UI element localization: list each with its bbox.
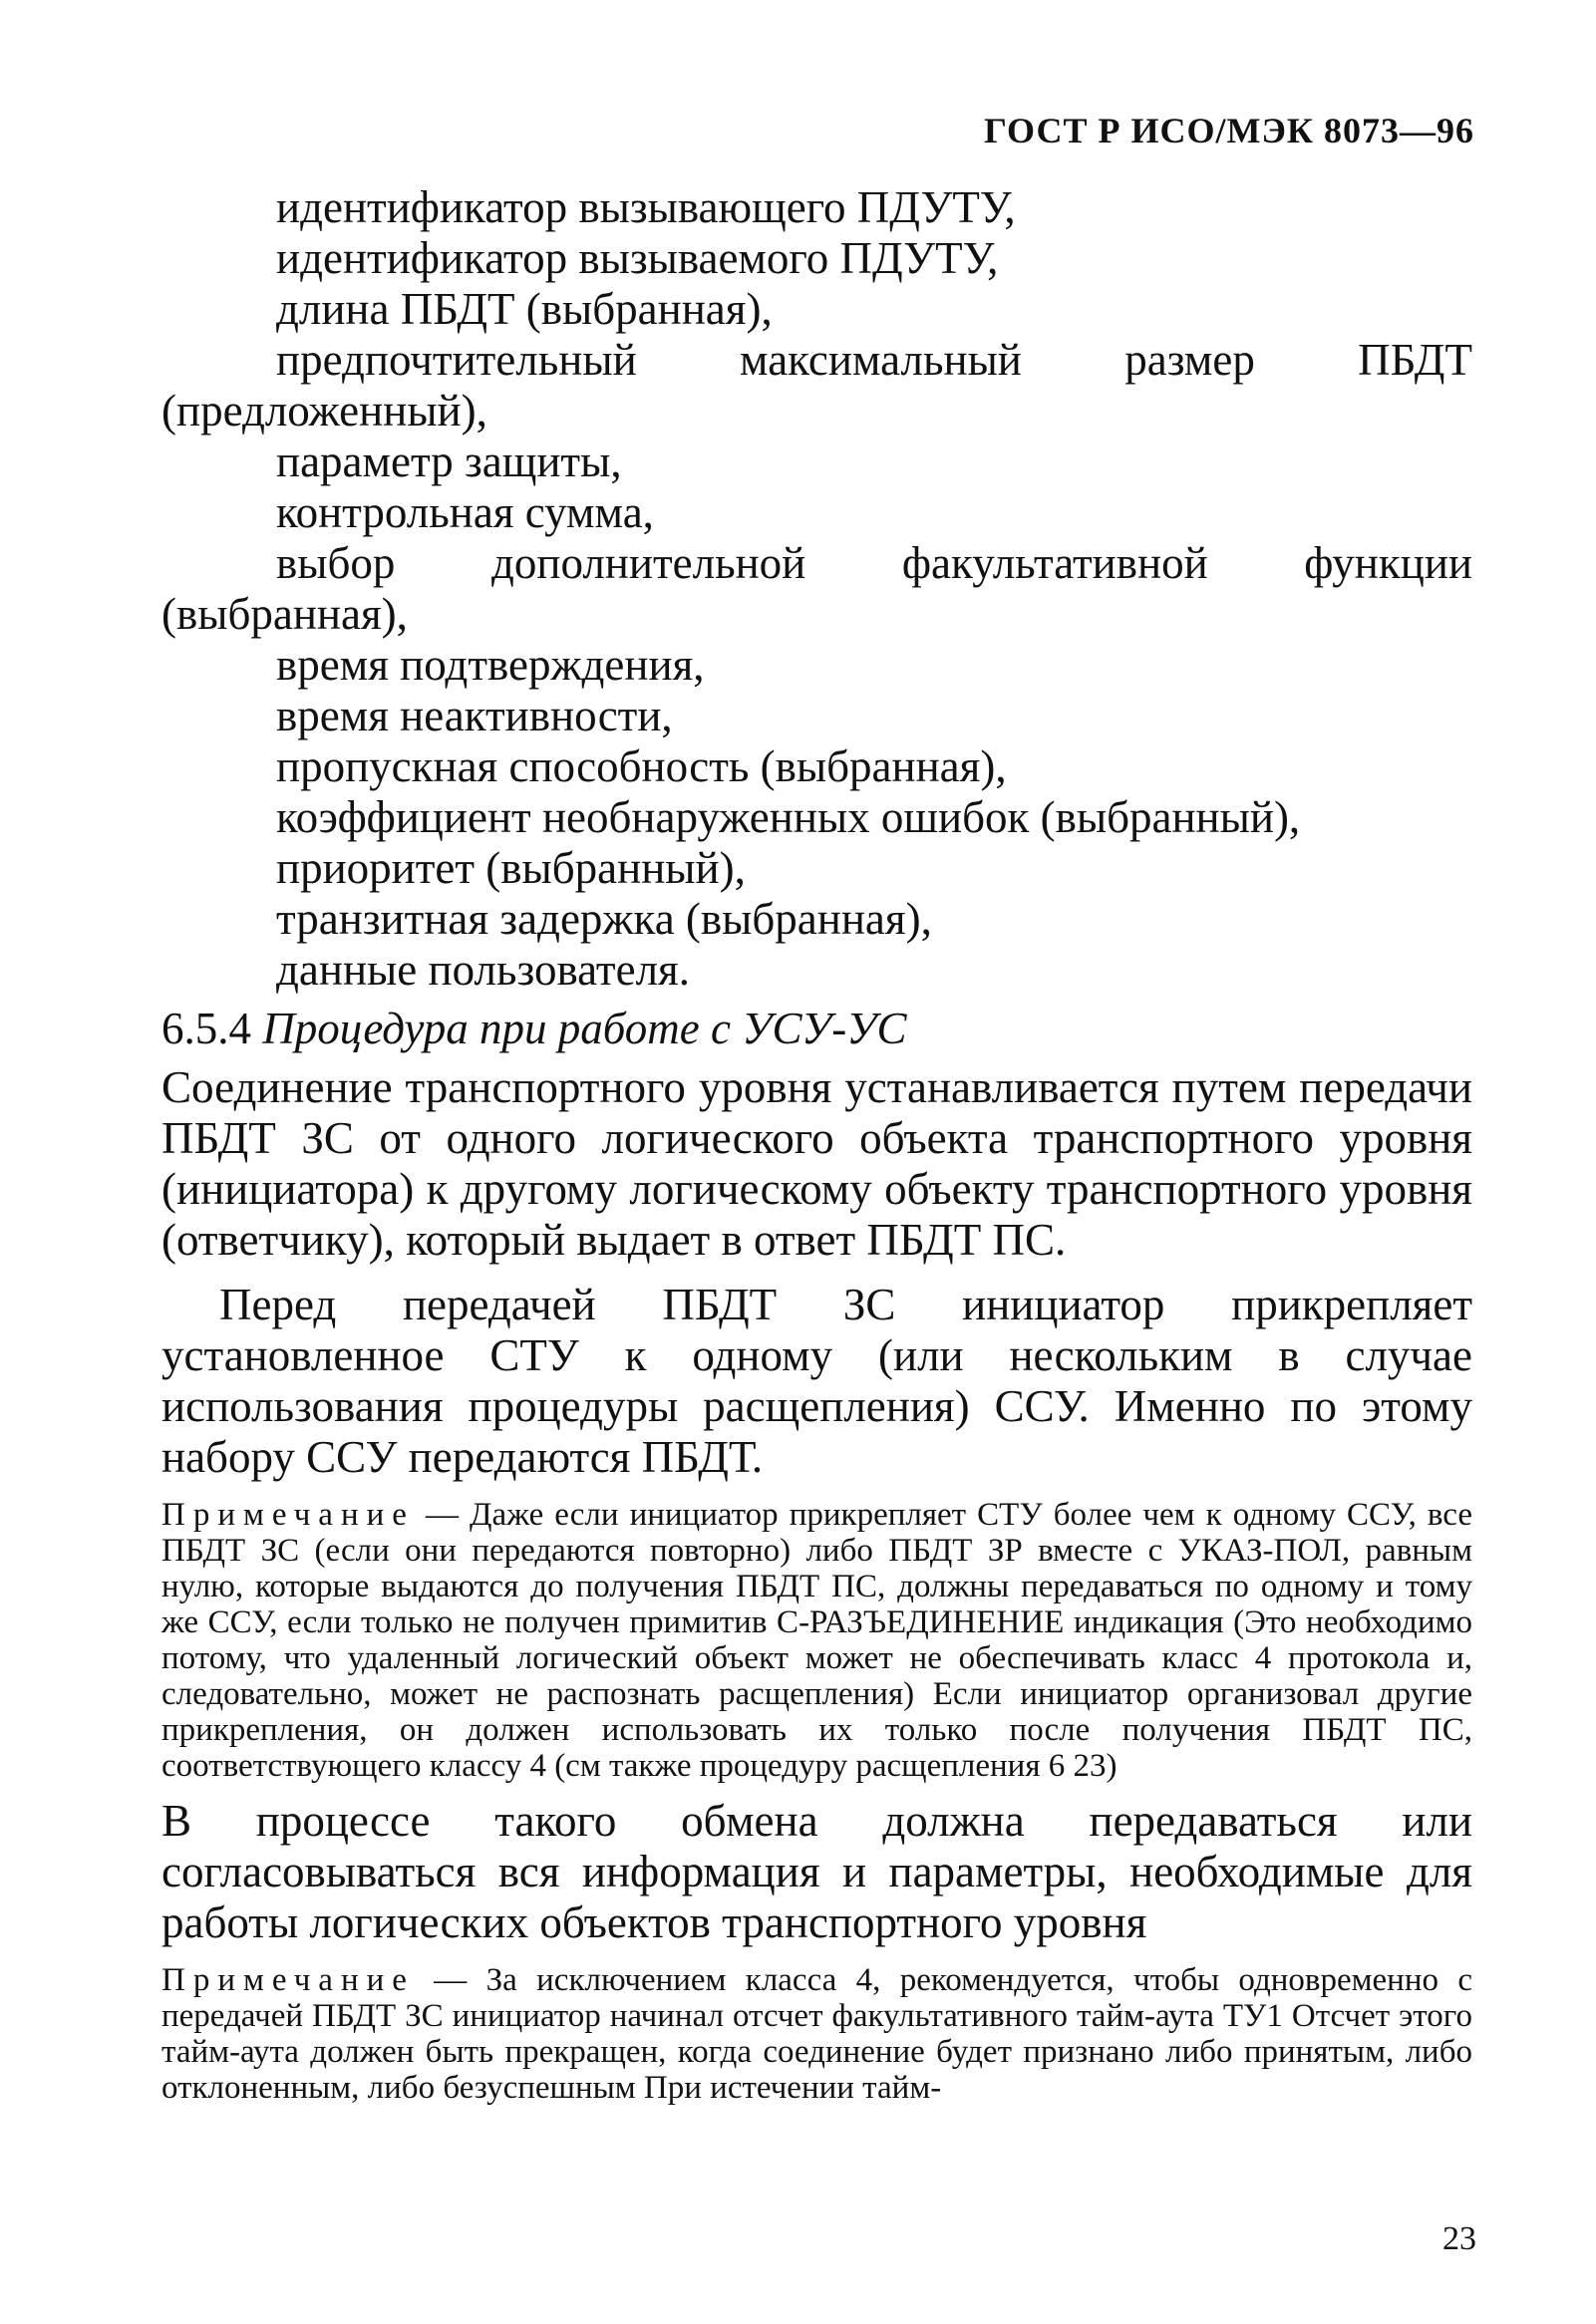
note: [161, 1497, 1472, 1784]
list-item: время неактивности,: [276, 691, 673, 740]
note-label: Примечание: [161, 1497, 415, 1533]
list-item: выбор дополнительной факультативной функции (выбранная),: [161, 538, 1472, 639]
parameter-list: [161, 182, 1472, 996]
note: [161, 1962, 1472, 2106]
list-item: идентификатор вызывающего ПДУТУ,: [276, 182, 1016, 232]
page-number: 23: [1442, 2220, 1476, 2257]
list-item: идентификатор вызываемого ПДУТУ,: [276, 233, 999, 283]
list-item: коэффициент необнаруженных ошибок (выбранный),: [276, 792, 1301, 842]
document-code-header: ГОСТ Р ИСО/МЭК 8073—96: [984, 111, 1474, 150]
section-title: Процедура при работе с УСУ-УС: [262, 1004, 907, 1053]
paragraph: Перед передачей ПБДТ ЗС инициатор прикрепляет установленное СТУ к одному (или нескольким в случае использования процедуры расщепления) ССУ. Именно по этому набору ССУ передаются ПБДТ.: [161, 1280, 1472, 1482]
list-item: контрольная сумма,: [276, 487, 654, 537]
list-item: параметр защиты,: [276, 436, 622, 486]
list-item: приоритет (выбранный),: [276, 843, 746, 893]
paragraph: Соединение транспортного уровня устанавливается путем передачи ПБДТ ЗС от одного логического объекта транспортного уровня (инициатора) к другому логическому объекту транспортного уровня (ответчику), который выдает в ответ ПБДТ ПС.: [161, 1062, 1472, 1265]
section-number: 6.5.4: [161, 1004, 251, 1053]
list-item: данные пользователя.: [276, 945, 690, 995]
list-item: предпочтительный максимальный размер ПБДТ (предложенный),: [161, 335, 1472, 436]
page-content: [161, 182, 1472, 2106]
note-text: — Даже если инициатор прикрепляет СТУ более чем к одному ССУ, все ПБДТ ЗС (если они передаются повторно) либо ПБДТ ЗР вместе с УКАЗ-ПОЛ, равным нулю, которые выдаются до получения ПБДТ ПС, должны передаваться по одному и тому же ССУ, если только не получен примитив С-РАЗЪЕДИНЕНИЕ индикация (Это необходимо потому, что удаленный логический объект может не обеспечивать класс 4 протокола и, следовательно, может не распознать расщепления) Если инициатор организовал другие прикрепления, он должен использовать их только после получения ПБДТ ПС, соответствующего классу 4 (см также процедуру расщепления 6 23): [161, 1497, 1472, 1784]
note-label: Примечание: [161, 1962, 415, 1998]
list-item: длина ПБДТ (выбранная),: [276, 284, 773, 334]
list-item: пропускная способность (выбранная),: [276, 741, 1007, 791]
list-item: транзитная задержка (выбранная),: [276, 894, 932, 944]
list-item: время подтверждения,: [276, 640, 705, 690]
section-heading: [161, 1004, 1472, 1054]
paragraph: В процессе такого обмена должна передаваться или согласовываться вся информация и параметры, необходимые для работы логических объектов транспортного уровня: [161, 1796, 1472, 1947]
note-text: — За исключением класса 4, рекомендуется, чтобы одновременно с передачей ПБДТ ЗС инициатор начинал отсчет факультативного тайм-аута ТУ1 Отсчет этого тайм-аута должен быть прекращен, когда соединение будет признано либо принятым, либо отклоненным, либо безуспешным При истечении тайм-: [161, 1962, 1472, 2106]
